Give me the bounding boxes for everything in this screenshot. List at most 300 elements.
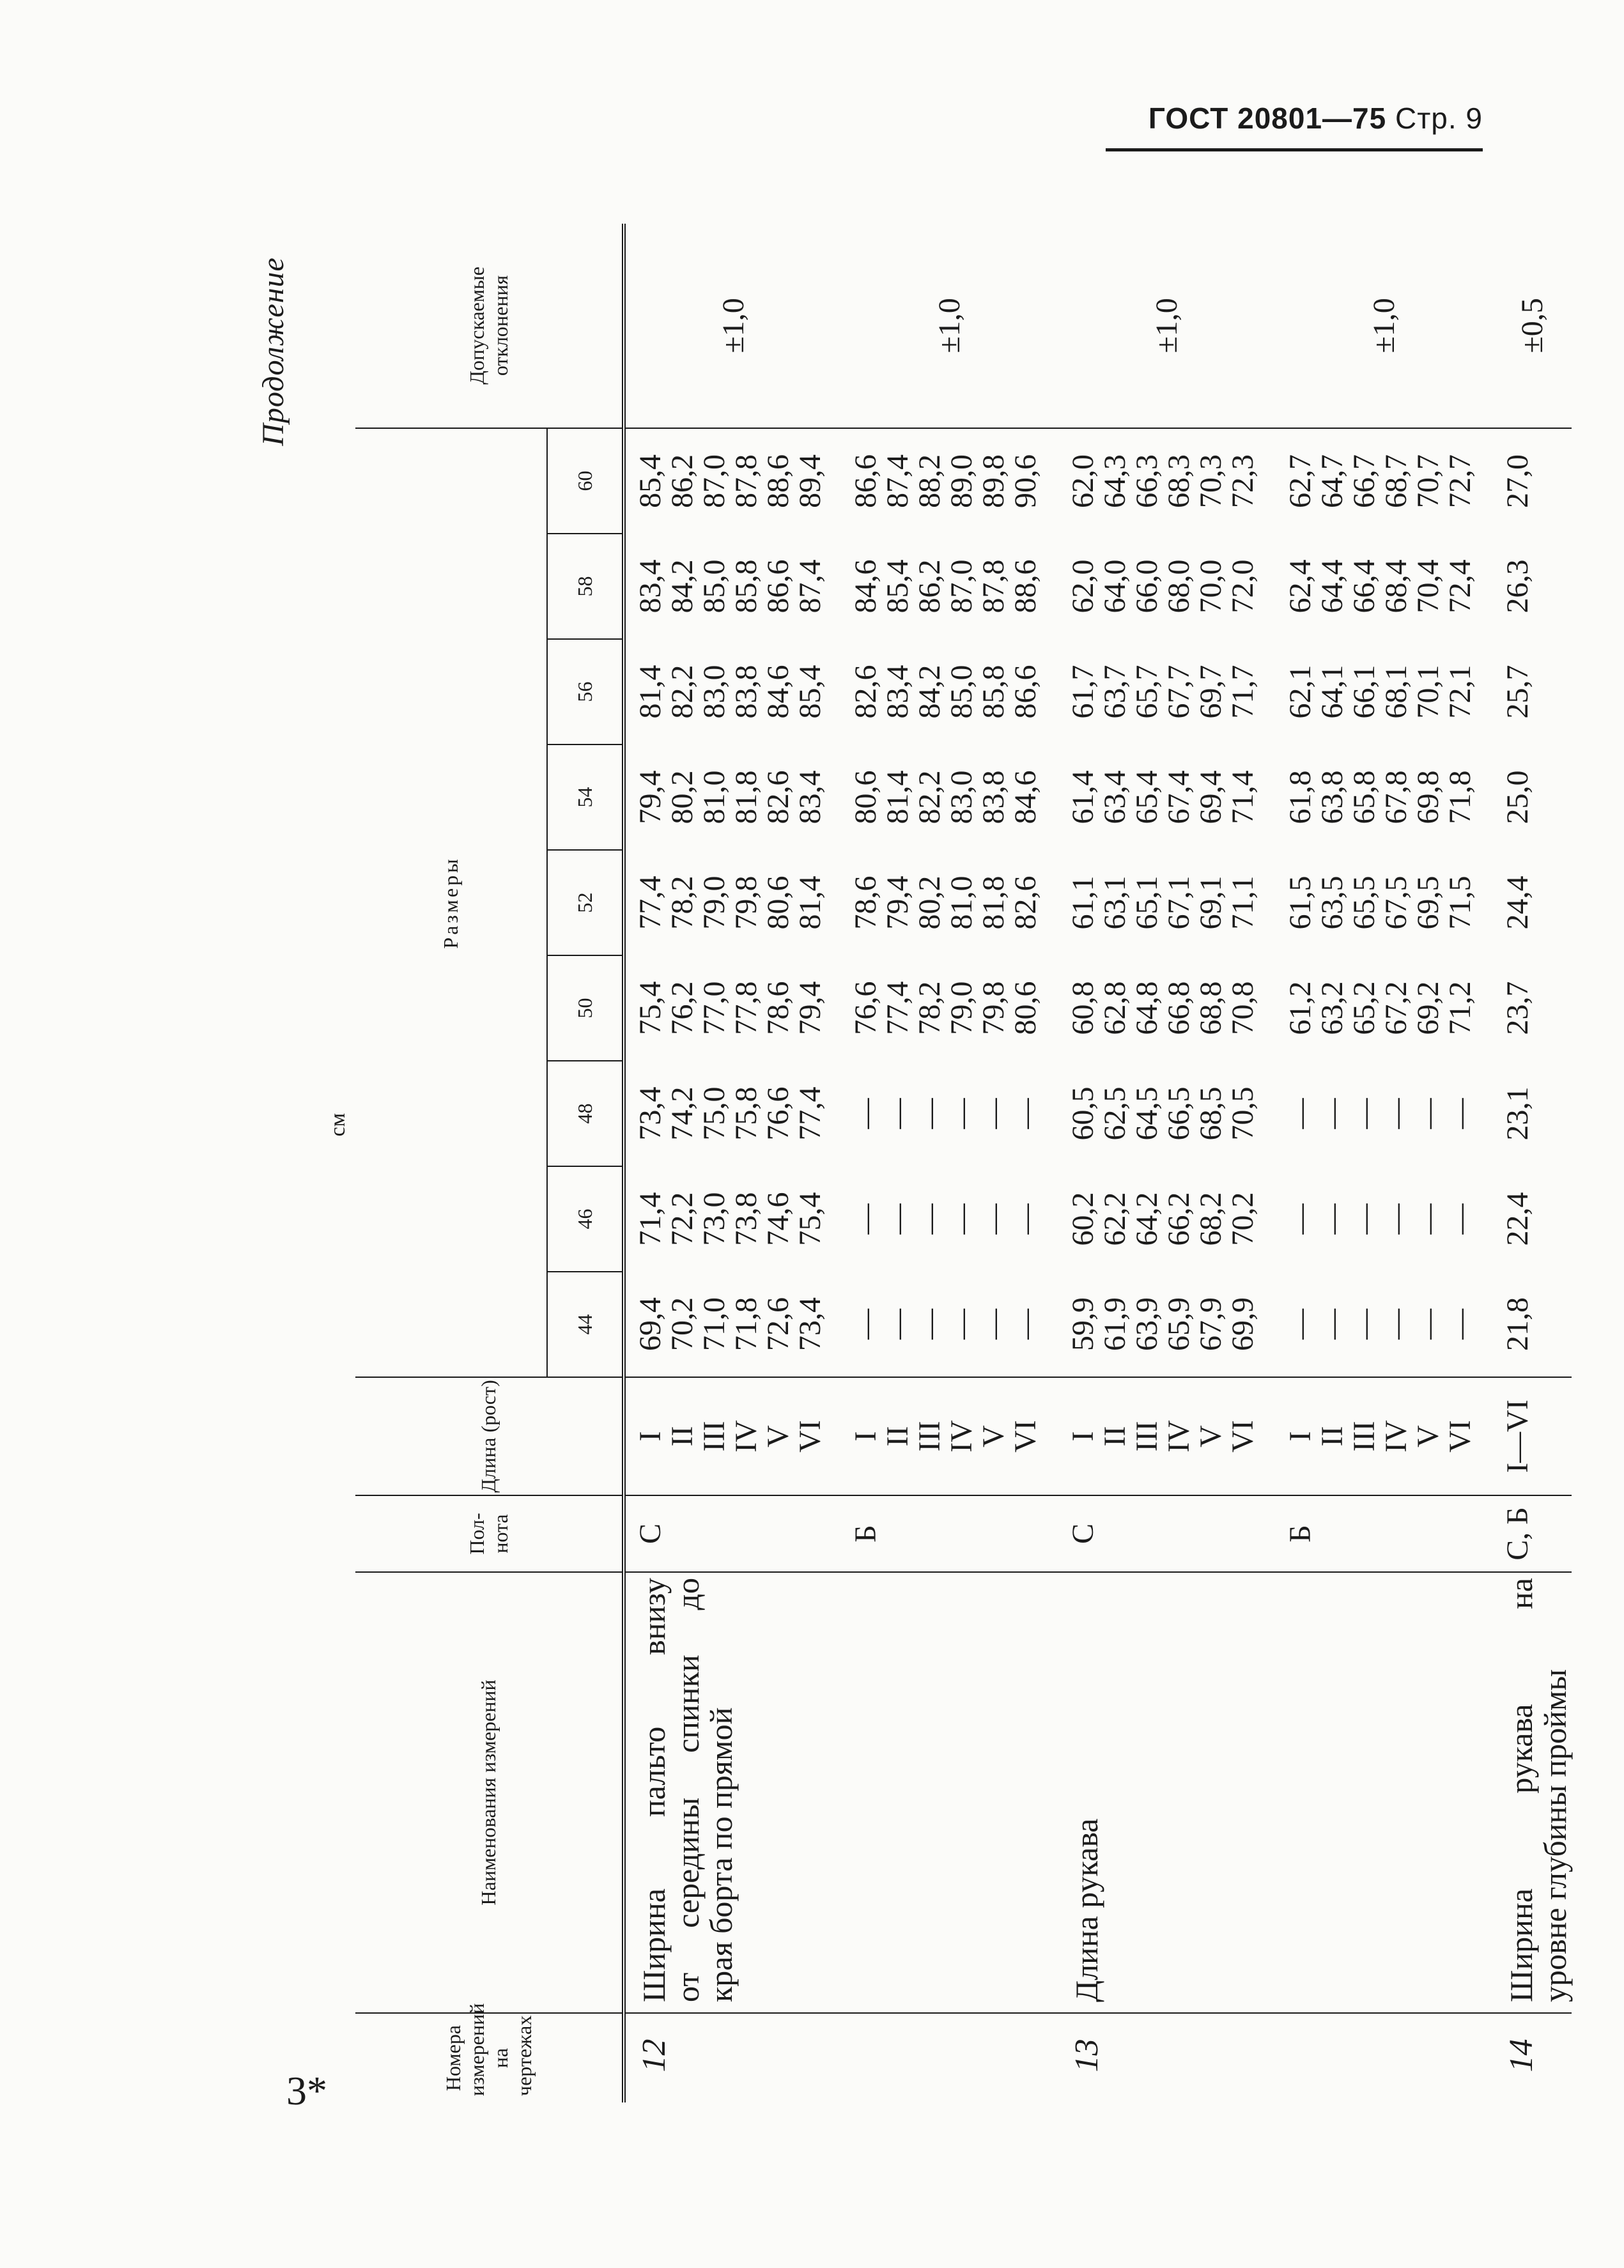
tolerance-cell: ±1,0: [1058, 224, 1276, 428]
size-value: 70,3: [1194, 454, 1228, 508]
size-value: 61,2: [1283, 981, 1317, 1035]
rotated-table-area: [256, 224, 1573, 2102]
size-value: 62,2: [1098, 1192, 1132, 1246]
size-value: 63,4: [1098, 770, 1132, 824]
size-value: 64,3: [1098, 454, 1132, 508]
size-58-cell: [841, 534, 1058, 639]
size-value: 83,4: [793, 770, 827, 824]
size-value: 73,8: [729, 1192, 763, 1246]
size-value: —: [945, 1203, 978, 1235]
size-value: 82,2: [913, 770, 947, 824]
size-54-cell: [624, 744, 841, 850]
size-value: 77,4: [881, 981, 915, 1035]
height-value: II: [665, 1426, 699, 1447]
size-54-cell: [1058, 744, 1276, 850]
size-value: 84,6: [1009, 770, 1042, 824]
size-value: 22,4: [1501, 1192, 1535, 1246]
size-value: 69,9: [1226, 1297, 1260, 1351]
size-value: —: [1347, 1098, 1381, 1129]
size-value: —: [913, 1203, 947, 1235]
size-value: 88,6: [1009, 559, 1042, 613]
size-60-cell: [1276, 428, 1493, 534]
size-value: 67,7: [1162, 665, 1196, 719]
size-52-cell: [841, 850, 1058, 955]
tolerance-cell: ±1,0: [1276, 224, 1493, 428]
size-value: 69,5: [1411, 876, 1445, 930]
measurement-number: [624, 2013, 1058, 2102]
size-value: —: [1379, 1098, 1413, 1129]
size-value: 87,8: [977, 559, 1010, 613]
size-value: —: [1283, 1203, 1317, 1235]
size-value: 70,5: [1226, 1086, 1260, 1141]
height-value: V: [1194, 1425, 1228, 1447]
size-value: 21,8: [1501, 1297, 1535, 1351]
size-value: 62,0: [1066, 559, 1100, 613]
size-value: —: [945, 1309, 978, 1339]
size-value: 65,1: [1130, 876, 1164, 930]
size-value: 70,4: [1411, 559, 1445, 613]
height-value: III: [1347, 1421, 1381, 1452]
size-value: —: [1347, 1309, 1381, 1339]
size-value: 67,1: [1162, 876, 1196, 930]
measurement-name-line: от середины спинки до: [669, 1578, 706, 2002]
size-value: —: [849, 1098, 883, 1129]
size-value: 85,0: [697, 559, 731, 613]
size-value: 74,6: [761, 1192, 795, 1246]
measurement-name-line: уровне глубины проймы: [1536, 1669, 1573, 2002]
size-value: 72,1: [1443, 665, 1477, 719]
size-56-cell: [624, 639, 841, 744]
height-value: VI: [793, 1420, 827, 1453]
size-value: 70,1: [1411, 665, 1445, 719]
size-value: —: [1283, 1309, 1317, 1339]
size-value: 60,8: [1066, 981, 1100, 1035]
size-value: 83,4: [633, 559, 667, 613]
header-size-58: 58: [547, 534, 624, 639]
size-44-cell: [841, 1272, 1058, 1377]
size-value: 83,8: [729, 665, 763, 719]
size-value: 66,4: [1347, 559, 1381, 613]
height-value: III: [1130, 1421, 1164, 1452]
size-value: 68,0: [1162, 559, 1196, 613]
size-value: 24,4: [1501, 876, 1535, 930]
size-value: 81,0: [945, 876, 978, 930]
size-value: 70,2: [665, 1297, 699, 1351]
size-value: 67,2: [1379, 981, 1413, 1035]
size-value: 77,4: [793, 1086, 827, 1141]
height-cell: [1493, 1377, 1572, 1495]
size-value: 65,9: [1162, 1297, 1196, 1351]
size-value: 79,8: [729, 876, 763, 930]
page-mark: 3*: [286, 2068, 327, 2113]
size-56-cell: [1493, 639, 1572, 744]
size-44-cell: [624, 1272, 841, 1377]
size-value: —: [1347, 1203, 1381, 1235]
size-value: 67,5: [1379, 876, 1413, 930]
size-value: 76,6: [761, 1086, 795, 1141]
size-value: 73,4: [633, 1086, 667, 1141]
size-value: 61,8: [1283, 770, 1317, 824]
size-value: —: [881, 1098, 915, 1129]
height-value: II: [1315, 1426, 1349, 1447]
size-value: 62,0: [1066, 454, 1100, 508]
size-value: —: [1411, 1203, 1445, 1235]
size-value: 69,8: [1411, 770, 1445, 824]
size-48-cell: [1276, 1061, 1493, 1166]
size-value: 25,7: [1501, 665, 1535, 719]
size-value: 80,6: [1009, 981, 1042, 1035]
size-value: —: [1379, 1309, 1413, 1339]
size-value: 87,8: [729, 454, 763, 508]
size-value: —: [1411, 1098, 1445, 1129]
size-value: 84,2: [665, 559, 699, 613]
size-value: 75,4: [793, 1192, 827, 1246]
size-value: 63,7: [1098, 665, 1132, 719]
size-value: 85,0: [945, 665, 978, 719]
size-value: 87,4: [881, 454, 915, 508]
size-value: 68,5: [1194, 1086, 1228, 1141]
size-value: 83,4: [881, 665, 915, 719]
size-value: 80,6: [849, 770, 883, 824]
height-value: V: [977, 1425, 1010, 1447]
size-value: 67,4: [1162, 770, 1196, 824]
height-cell: [841, 1377, 1058, 1495]
fullness-cell: С: [624, 1495, 841, 1572]
size-60-cell: [841, 428, 1058, 534]
size-value: 84,2: [913, 665, 947, 719]
size-46-cell: [1276, 1166, 1493, 1272]
size-value: 86,6: [849, 454, 883, 508]
height-value: II: [1098, 1426, 1132, 1447]
size-50-cell: [1276, 955, 1493, 1061]
header-size-48: 48: [547, 1061, 624, 1166]
size-value: 62,7: [1283, 454, 1317, 508]
size-value: 82,6: [1009, 876, 1042, 930]
header-size-44: 44: [547, 1272, 624, 1377]
page-header: [1087, 101, 1483, 135]
header-size-46: 46: [547, 1166, 624, 1272]
size-value: 72,3: [1226, 454, 1260, 508]
size-value: 86,6: [1009, 665, 1042, 719]
size-value: 78,2: [665, 876, 699, 930]
size-value: 81,8: [729, 770, 763, 824]
table-head: [355, 224, 624, 2102]
size-value: —: [1009, 1098, 1042, 1129]
size-value: —: [1443, 1309, 1477, 1339]
size-value: 89,8: [977, 454, 1010, 508]
size-value: 23,7: [1501, 981, 1535, 1035]
size-value: 71,1: [1226, 876, 1260, 930]
header-size-56: 56: [547, 639, 624, 744]
size-value: 86,6: [761, 559, 795, 613]
size-50-cell: [1058, 955, 1276, 1061]
size-value: 71,2: [1443, 981, 1477, 1035]
height-value: I: [1066, 1431, 1100, 1442]
size-56-cell: [1058, 639, 1276, 744]
size-46-cell: [1493, 1166, 1572, 1272]
height-value: II: [881, 1426, 915, 1447]
size-value: 25,0: [1501, 770, 1535, 824]
size-52-cell: [1058, 850, 1276, 955]
header-size-60: 60: [547, 428, 624, 534]
size-value: 59,9: [1066, 1297, 1100, 1351]
size-value: 86,2: [913, 559, 947, 613]
size-value: —: [913, 1098, 947, 1129]
size-value: —: [977, 1309, 1010, 1339]
size-54-cell: [1276, 744, 1493, 850]
measurement-name: [1058, 1572, 1493, 2013]
size-value: 67,9: [1194, 1297, 1228, 1351]
measurement-name-line: Ширина рукава на: [1503, 1578, 1539, 2002]
size-value: —: [977, 1203, 1010, 1235]
size-value: 26,3: [1501, 559, 1535, 613]
size-value: —: [913, 1309, 947, 1339]
size-value: 84,6: [849, 559, 883, 613]
size-value: 72,0: [1226, 559, 1260, 613]
height-value: I: [1283, 1431, 1317, 1442]
size-54-cell: [841, 744, 1058, 850]
size-value: 79,4: [793, 981, 827, 1035]
size-value: —: [849, 1203, 883, 1235]
size-value: 78,6: [849, 876, 883, 930]
measurement-name: [1493, 1572, 1572, 2013]
size-value: 65,8: [1347, 770, 1381, 824]
size-52-cell: [624, 850, 841, 955]
size-value: 70,0: [1194, 559, 1228, 613]
header-size-52: 52: [547, 850, 624, 955]
size-value: 83,0: [945, 770, 978, 824]
size-value: 63,2: [1315, 981, 1349, 1035]
size-46-cell: [1058, 1166, 1276, 1272]
table-body: [624, 224, 1572, 2102]
size-44-cell: [1276, 1272, 1493, 1377]
size-value: —: [977, 1098, 1010, 1129]
size-value: 69,4: [1194, 770, 1228, 824]
header-length: Длина (рост): [355, 1377, 624, 1495]
size-52-cell: [1493, 850, 1572, 955]
size-value: 71,8: [729, 1297, 763, 1351]
header-rule: [1106, 148, 1483, 151]
size-48-cell: [841, 1061, 1058, 1166]
height-value: V: [761, 1425, 795, 1447]
size-value: 88,2: [913, 454, 947, 508]
size-value: 71,0: [697, 1297, 731, 1351]
height-value: III: [697, 1421, 731, 1452]
size-value: 63,8: [1315, 770, 1349, 824]
size-value: 73,0: [697, 1192, 731, 1246]
size-value: 66,1: [1347, 665, 1381, 719]
size-value: —: [1009, 1309, 1042, 1339]
fullness-cell: Б: [841, 1495, 1058, 1572]
measurement-name-line: Ширина пальто внизу: [636, 1578, 672, 2002]
measurement-number: [1493, 2013, 1572, 2102]
size-50-cell: [624, 955, 841, 1061]
fullness-cell: С, Б: [1493, 1495, 1572, 1572]
height-value: IV: [945, 1420, 978, 1453]
standard-number: ГОСТ 20801—75: [1148, 102, 1387, 135]
size-value: 89,4: [793, 454, 827, 508]
size-value: 64,4: [1315, 559, 1349, 613]
size-value: 60,2: [1066, 1192, 1100, 1246]
size-58-cell: [1276, 534, 1493, 639]
size-value: 69,2: [1411, 981, 1445, 1035]
size-value: —: [945, 1098, 978, 1129]
size-58-cell: [1493, 534, 1572, 639]
size-50-cell: [1493, 955, 1572, 1061]
height-value: VI: [1009, 1420, 1042, 1453]
size-value: 66,0: [1130, 559, 1164, 613]
size-value: 63,1: [1098, 876, 1132, 930]
size-48-cell: [1493, 1061, 1572, 1166]
size-value: 81,4: [881, 770, 915, 824]
size-value: —: [1443, 1098, 1477, 1129]
size-value: 69,4: [633, 1297, 667, 1351]
size-value: 85,4: [881, 559, 915, 613]
size-58-cell: [1058, 534, 1276, 639]
size-value: 64,2: [1130, 1192, 1164, 1246]
size-value: 82,2: [665, 665, 699, 719]
size-value: 75,0: [697, 1086, 731, 1141]
fullness-cell: Б: [1276, 1495, 1493, 1572]
units-label: см: [326, 1113, 350, 1137]
size-52-cell: [1276, 850, 1493, 955]
size-value: —: [1411, 1309, 1445, 1339]
page-number: Стр. 9: [1395, 102, 1483, 135]
size-value: 64,0: [1098, 559, 1132, 613]
size-value: —: [1009, 1203, 1042, 1235]
table-row: [1058, 224, 1276, 2102]
size-56-cell: [841, 639, 1058, 744]
size-value: 81,0: [697, 770, 731, 824]
height-value: IV: [729, 1420, 763, 1453]
size-value: 64,7: [1315, 454, 1349, 508]
measurement-number: [1058, 2013, 1493, 2102]
size-value: 73,4: [793, 1297, 827, 1351]
size-value: 67,8: [1379, 770, 1413, 824]
height-cell: [1058, 1377, 1276, 1495]
size-value: 64,8: [1130, 981, 1164, 1035]
size-value: 64,1: [1315, 665, 1349, 719]
size-value: 89,0: [945, 454, 978, 508]
height-value: IV: [1162, 1420, 1196, 1453]
size-value: 85,8: [729, 559, 763, 613]
measurement-number-text: 13: [1069, 2039, 1105, 2072]
measurement-name: [624, 1572, 1058, 2013]
size-value: 68,8: [1194, 981, 1228, 1035]
size-value: 80,2: [665, 770, 699, 824]
size-value: 62,5: [1098, 1086, 1132, 1141]
size-value: 80,6: [761, 876, 795, 930]
size-value: 81,4: [793, 876, 827, 930]
size-value: 87,4: [793, 559, 827, 613]
size-value: 68,2: [1194, 1192, 1228, 1246]
size-value: 61,4: [1066, 770, 1100, 824]
size-value: —: [1379, 1203, 1413, 1235]
size-value: —: [849, 1309, 883, 1339]
size-value: 68,4: [1379, 559, 1413, 613]
size-value: 68,7: [1379, 454, 1413, 508]
size-value: —: [1315, 1203, 1349, 1235]
size-value: 79,0: [697, 876, 731, 930]
height-value: IV: [1379, 1420, 1413, 1453]
size-46-cell: [624, 1166, 841, 1272]
size-value: 77,0: [697, 981, 731, 1035]
size-value: 80,2: [913, 876, 947, 930]
size-60-cell: [624, 428, 841, 534]
continuation-label: Продолжение: [256, 257, 290, 446]
size-value: 86,2: [665, 454, 699, 508]
height-cell: [1276, 1377, 1493, 1495]
size-value: 66,2: [1162, 1192, 1196, 1246]
size-value: 62,4: [1283, 559, 1317, 613]
size-value: 87,0: [697, 454, 731, 508]
size-value: 61,5: [1283, 876, 1317, 930]
size-value: 65,7: [1130, 665, 1164, 719]
size-value: 23,1: [1501, 1086, 1535, 1141]
size-value: 62,8: [1098, 981, 1132, 1035]
height-cell: [624, 1377, 841, 1495]
size-value: 71,7: [1226, 665, 1260, 719]
height-value: I—VI: [1501, 1400, 1535, 1473]
size-value: 76,2: [665, 981, 699, 1035]
size-value: 61,9: [1098, 1297, 1132, 1351]
size-value: 84,6: [761, 665, 795, 719]
size-value: —: [881, 1203, 915, 1235]
size-value: 62,1: [1283, 665, 1317, 719]
size-value: —: [1315, 1098, 1349, 1129]
tolerance-cell: ±0,5: [1493, 224, 1572, 428]
size-value: 81,8: [977, 876, 1010, 930]
size-value: 66,7: [1347, 454, 1381, 508]
size-value: 60,5: [1066, 1086, 1100, 1141]
size-value: 85,8: [977, 665, 1010, 719]
size-value: 79,8: [977, 981, 1010, 1035]
size-value: 79,0: [945, 981, 978, 1035]
height-value: VI: [1226, 1420, 1260, 1453]
size-value: 77,4: [633, 876, 667, 930]
header-size-50: 50: [547, 955, 624, 1061]
size-value: 69,7: [1194, 665, 1228, 719]
size-value: 79,4: [633, 770, 667, 824]
tolerance-cell: ±1,0: [624, 224, 841, 428]
size-48-cell: [1058, 1061, 1276, 1166]
measurement-name-line: края борта по прямой: [703, 1707, 739, 2002]
size-value: 64,5: [1130, 1086, 1164, 1141]
size-value: 83,0: [697, 665, 731, 719]
size-value: 70,8: [1226, 981, 1260, 1035]
size-56-cell: [1276, 639, 1493, 744]
size-value: 72,7: [1443, 454, 1477, 508]
size-value: 85,4: [793, 665, 827, 719]
size-44-cell: [1058, 1272, 1276, 1377]
tolerance-cell: ±1,0: [841, 224, 1058, 428]
size-54-cell: [1493, 744, 1572, 850]
measurements-table: [355, 224, 1572, 2102]
size-44-cell: [1493, 1272, 1572, 1377]
size-value: 71,5: [1443, 876, 1477, 930]
size-value: 69,1: [1194, 876, 1228, 930]
size-value: —: [1443, 1203, 1477, 1235]
header-tolerance: Допускаемые отклонения: [355, 224, 624, 428]
size-value: 27,0: [1501, 454, 1535, 508]
size-value: 82,6: [849, 665, 883, 719]
size-value: 83,8: [977, 770, 1010, 824]
size-value: 71,8: [1443, 770, 1477, 824]
size-value: 63,5: [1315, 876, 1349, 930]
size-value: 74,2: [665, 1086, 699, 1141]
size-value: 90,6: [1009, 454, 1042, 508]
size-value: 72,6: [761, 1297, 795, 1351]
